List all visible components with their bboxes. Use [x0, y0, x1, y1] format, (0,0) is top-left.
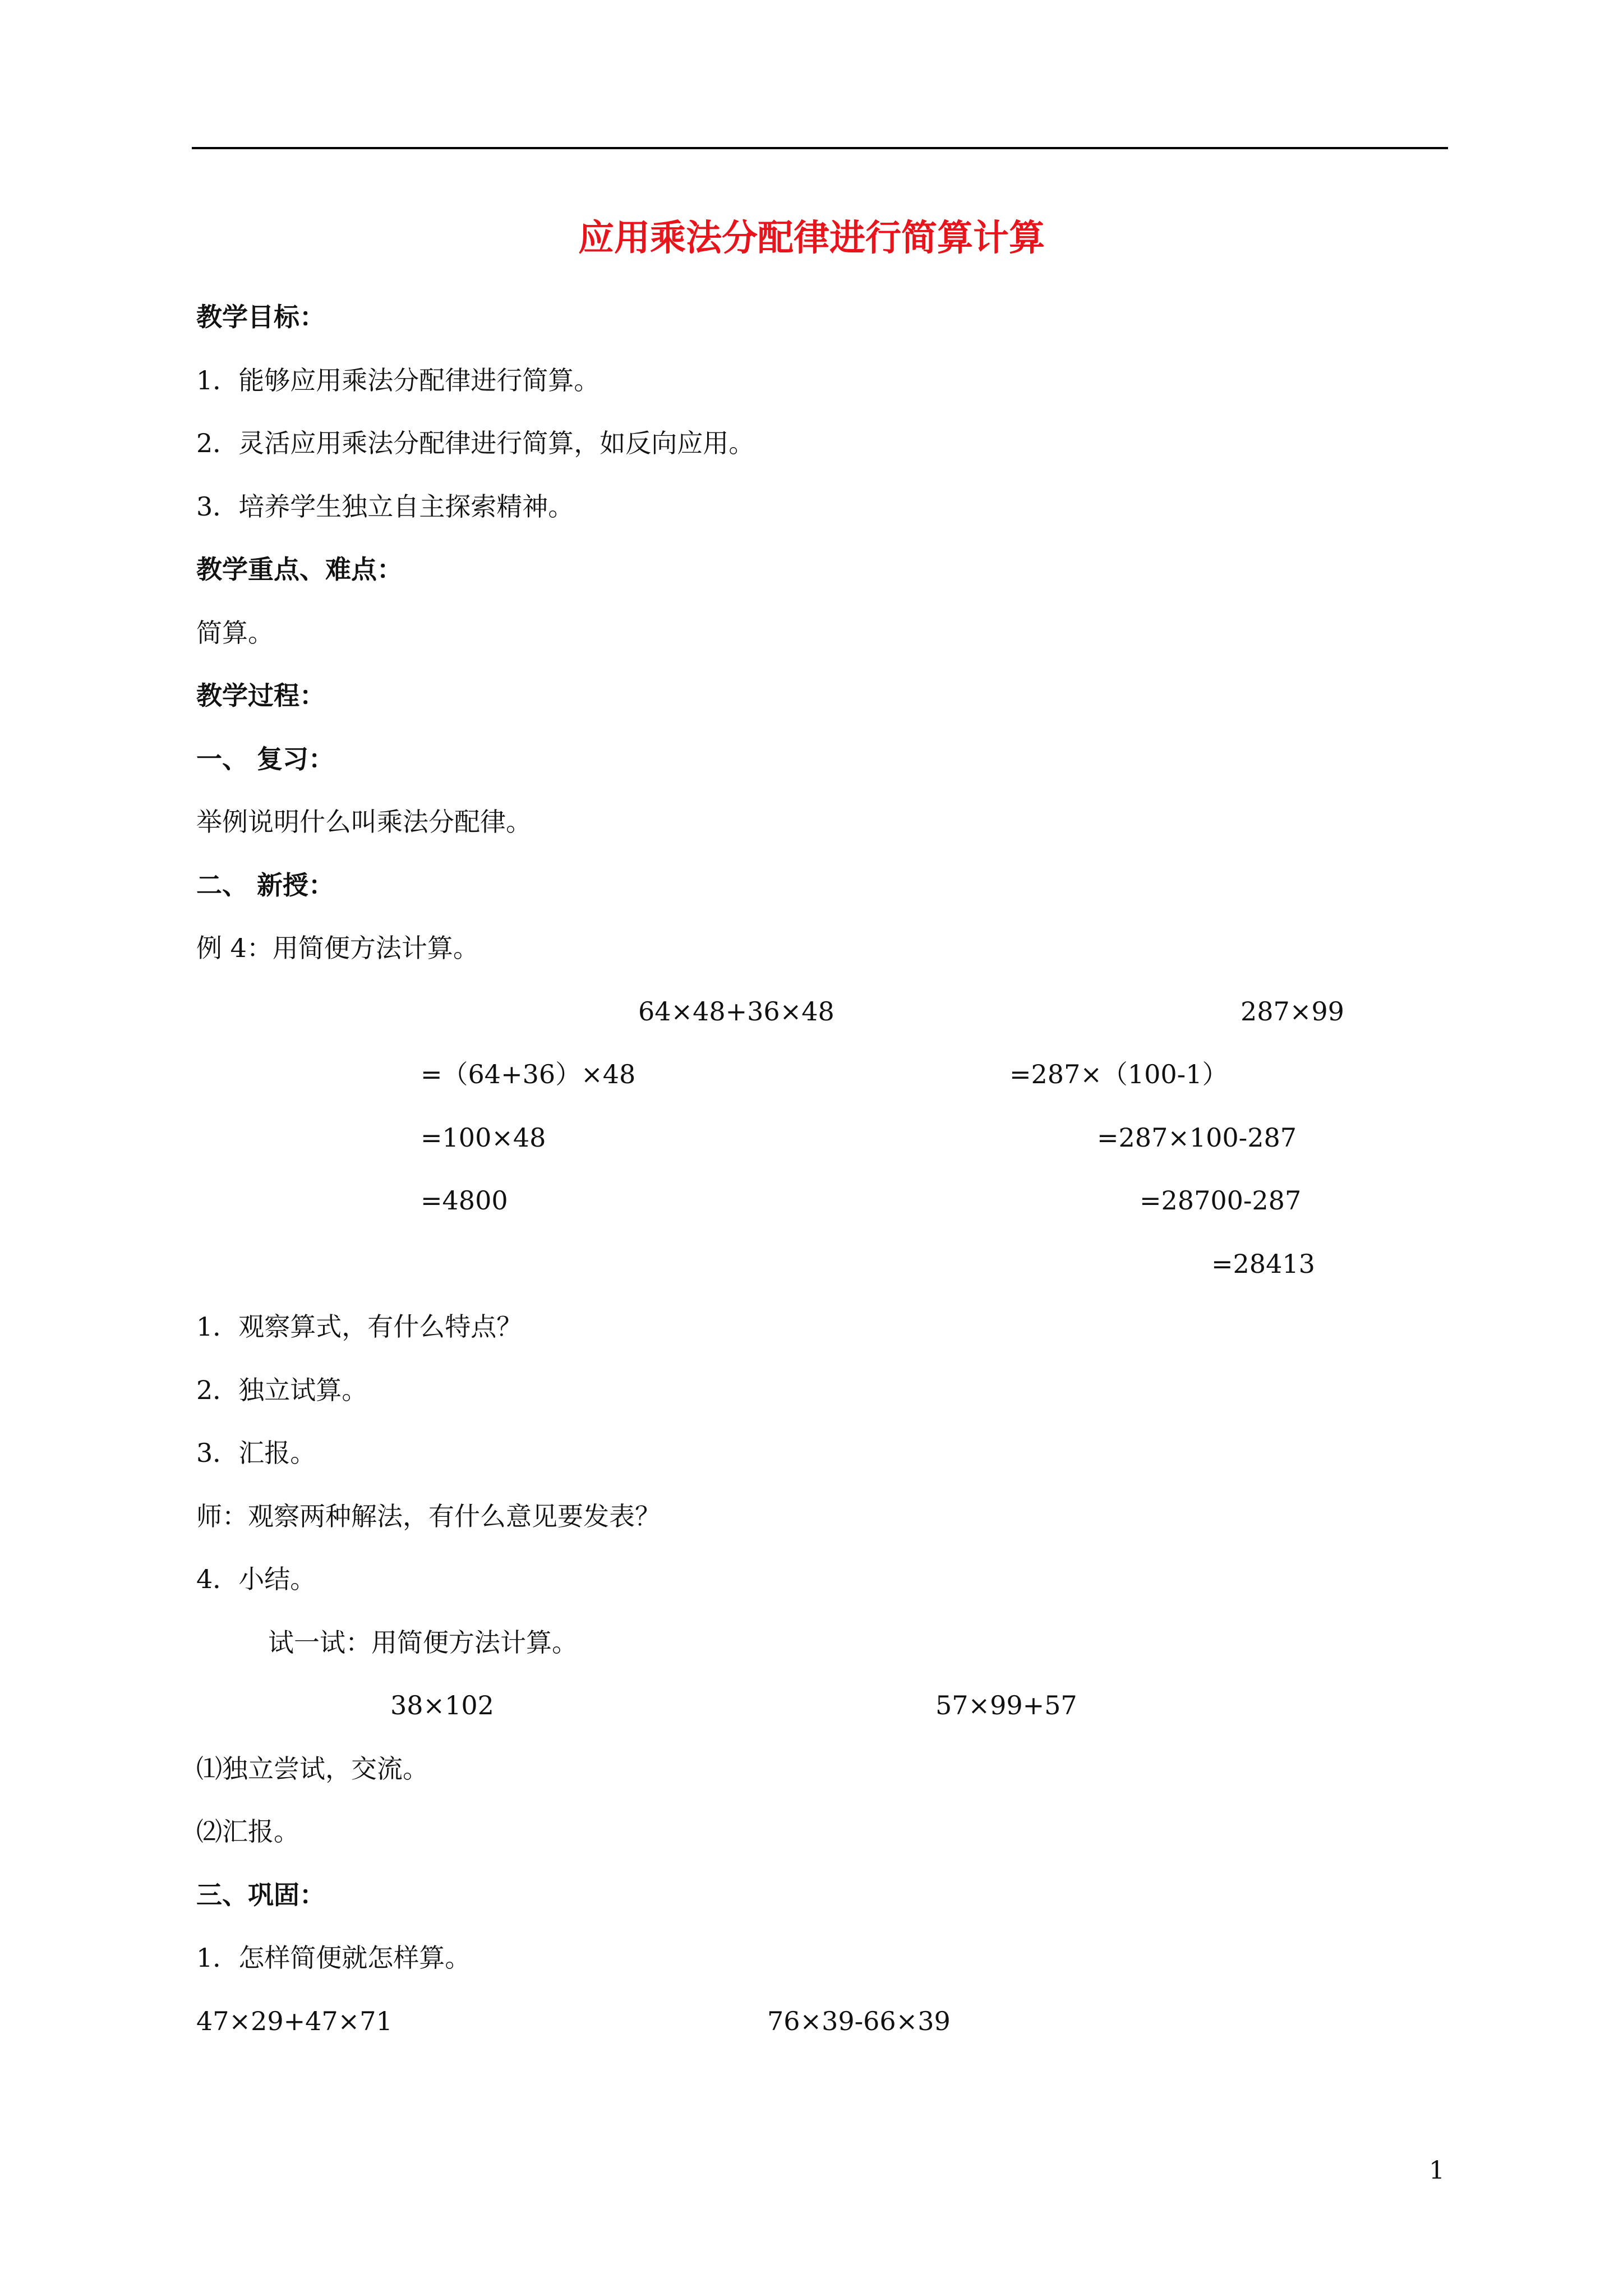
example-right-line-1: 287×99: [1241, 996, 1344, 1027]
section2-heading: 二、 新授：: [196, 870, 335, 900]
header-rule: [192, 147, 1448, 149]
key-text: 简算。: [196, 618, 274, 648]
example-left-line-4: =4800: [421, 1185, 508, 1216]
section1-text: 举例说明什么叫乘法分配律。: [196, 807, 532, 837]
consolidate-expression-right: 76×39-66×39: [767, 2006, 951, 2036]
goals-heading: 教学目标：: [196, 302, 325, 332]
consolidate-item: 1．怎样简便就怎样算。: [196, 1943, 471, 1973]
goal-item-2: 2．灵活应用乘法分配律进行简算，如反向应用。: [196, 428, 755, 458]
example-intro: 例 4：用简便方法计算。: [196, 933, 479, 963]
example-right-line-2: =287×（100-1）: [1009, 1059, 1228, 1089]
example-right-line-5: =28413: [1211, 1249, 1315, 1279]
document-title: 应用乘法分配律进行简算计算: [578, 218, 1045, 259]
step-item-4: 4．小结。: [196, 1564, 316, 1594]
step-item-3: 3．汇报。: [196, 1438, 316, 1468]
try-step-2: ⑵汇报。: [196, 1816, 299, 1847]
key-heading: 教学重点、难点：: [196, 554, 403, 585]
goal-item-3: 3．培养学生独立自主探索精神。: [196, 491, 574, 522]
page-number: 1: [1429, 2156, 1445, 2185]
try-expression-left: 38×102: [390, 1690, 494, 1720]
example-right-line-3: =287×100-287: [1097, 1122, 1297, 1153]
example-left-line-2: =（64+36）×48: [421, 1059, 636, 1089]
process-heading: 教学过程：: [196, 680, 325, 711]
example-right-line-4: =28700-287: [1140, 1185, 1302, 1216]
section1-heading: 一、 复习：: [196, 744, 335, 774]
section3-heading: 三、巩固：: [196, 1880, 325, 1910]
step-item-1: 1．观察算式，有什么特点？: [196, 1312, 523, 1342]
example-left-line-3: =100×48: [421, 1122, 546, 1153]
teacher-question: 师：观察两种解法，有什么意见要发表？: [196, 1501, 661, 1531]
example-left-line-1: 64×48+36×48: [638, 996, 834, 1027]
step-item-2: 2．独立试算。: [196, 1375, 368, 1405]
try-step-1: ⑴独立尝试，交流。: [196, 1754, 428, 1784]
goal-item-1: 1．能够应用乘法分配律进行简算。: [196, 365, 600, 395]
try-expression-right: 57×99+57: [935, 1690, 1077, 1720]
consolidate-expression-left: 47×29+47×71: [196, 2006, 393, 2036]
try-intro: 试一试：用简便方法计算。: [268, 1627, 578, 1658]
